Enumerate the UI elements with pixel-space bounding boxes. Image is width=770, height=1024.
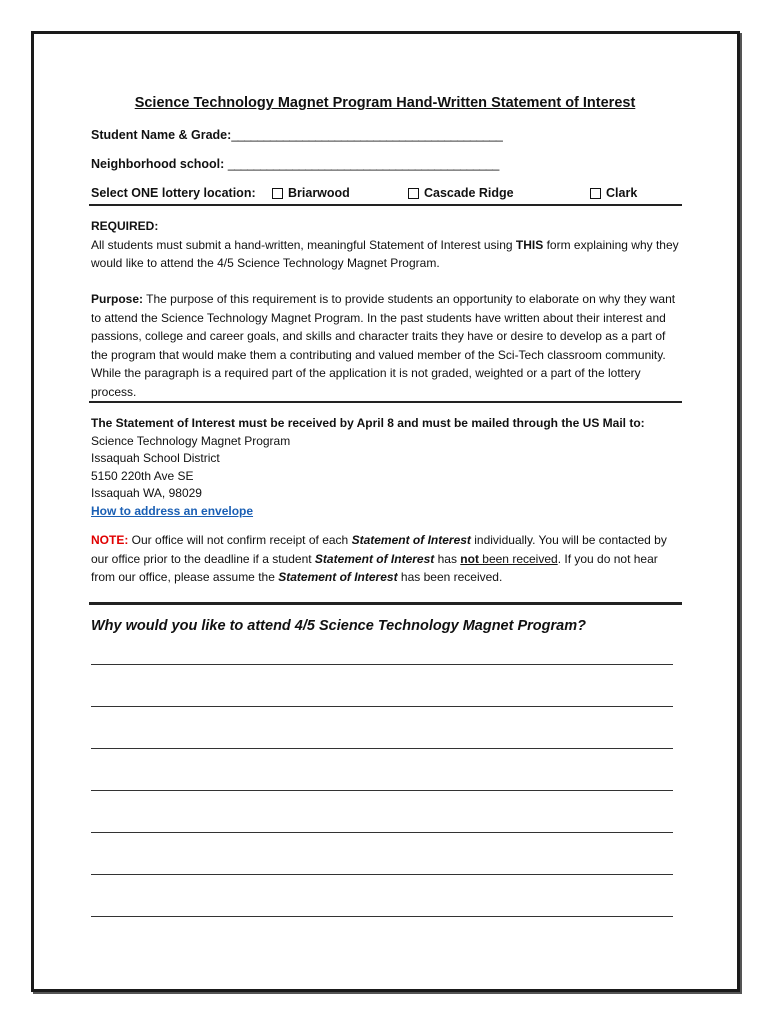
note-text: . If you do not hear from our office, please assume the (91, 551, 658, 584)
divider (89, 602, 682, 605)
purpose-text: The purpose of this requirement is to provide students an opportunity to elaborate on why they want to attend the Science Technology Magnet Program. In the past students have written about their interest and passions, college and career goals, and skills and character traits they have or desire to develop as a part of the program that would make them a contributing and valued member of the Sci-Tech classroom community. While the paragraph is a required part of the application it is not graded, weighted or a part of the lottery process. (91, 292, 676, 399)
note-underline: not (460, 551, 479, 566)
required-text-part: All students must submit a hand-written, meaningful Statement of Interest using (91, 237, 516, 252)
answer-line[interactable] (91, 664, 673, 665)
answer-line[interactable] (91, 832, 673, 833)
required-section (91, 217, 681, 273)
neighborhood-school-field[interactable] (91, 157, 499, 171)
option-briarwood[interactable] (272, 186, 350, 200)
checkbox-icon[interactable] (272, 188, 283, 199)
note-label: NOTE: (91, 533, 129, 547)
note-text: individually. You will be contacted by our office prior to the deadline if a student (91, 533, 667, 566)
purpose-label: Purpose: (91, 292, 144, 306)
required-text-part: form explaining why they would like to attend the 4/5 Science Technology Magnet Program. (91, 237, 679, 270)
question-heading: Why would you like to attend 4/5 Science Technology Magnet Program? (91, 618, 586, 634)
address-line: Issaquah WA, 98029 (91, 486, 202, 500)
address-line: Science Technology Magnet Program (91, 433, 291, 448)
note-underline: been received (478, 551, 558, 566)
option-label: Clark (606, 186, 638, 200)
lottery-location-label: Select ONE lottery location: (91, 186, 256, 200)
mail-section (91, 415, 681, 520)
address-line: 5150 220th Ave SE (91, 468, 194, 483)
option-label: Cascade Ridge (424, 186, 514, 200)
answer-line[interactable] (91, 706, 673, 707)
student-name-field[interactable] (91, 128, 502, 142)
mail-heading: The Statement of Interest must be received by April 8 and must be mailed through the US Mail to: (91, 416, 645, 430)
required-text (91, 236, 681, 273)
purpose-section (91, 290, 681, 401)
answer-line[interactable] (91, 790, 673, 791)
required-emphasis: THIS (515, 237, 544, 252)
note-emphasis: Statement of Interest (314, 551, 435, 566)
note-emphasis: Statement of Interest (351, 533, 471, 547)
note-text: Our office will not confirm receipt of each (128, 533, 352, 547)
student-name-line[interactable]: __________________________________________ (231, 128, 503, 142)
form-title: Science Technology Magnet Program Hand-Written Statement of Interest (134, 95, 636, 111)
option-label: Briarwood (288, 186, 350, 200)
answer-line[interactable] (91, 874, 673, 875)
note-section (91, 531, 681, 587)
neighborhood-school-line[interactable]: __________________________________________ (227, 157, 499, 171)
answer-line[interactable] (91, 748, 673, 749)
option-clark[interactable] (590, 186, 637, 200)
option-cascade-ridge[interactable] (408, 186, 514, 200)
required-heading: REQUIRED: (91, 219, 159, 233)
neighborhood-school-label: Neighborhood school: (91, 157, 225, 171)
note-text: has been received. (397, 570, 503, 584)
divider (89, 204, 682, 206)
divider (89, 401, 682, 403)
student-name-label: Student Name & Grade: (91, 128, 232, 142)
note-emphasis: Statement of Interest (278, 570, 398, 584)
address-line: Issaquah School District (91, 451, 220, 465)
address-envelope-link[interactable]: How to address an envelope (91, 503, 254, 518)
checkbox-icon[interactable] (590, 188, 601, 199)
answer-line[interactable] (91, 916, 673, 917)
note-text: has (434, 551, 461, 566)
checkbox-icon[interactable] (408, 188, 419, 199)
